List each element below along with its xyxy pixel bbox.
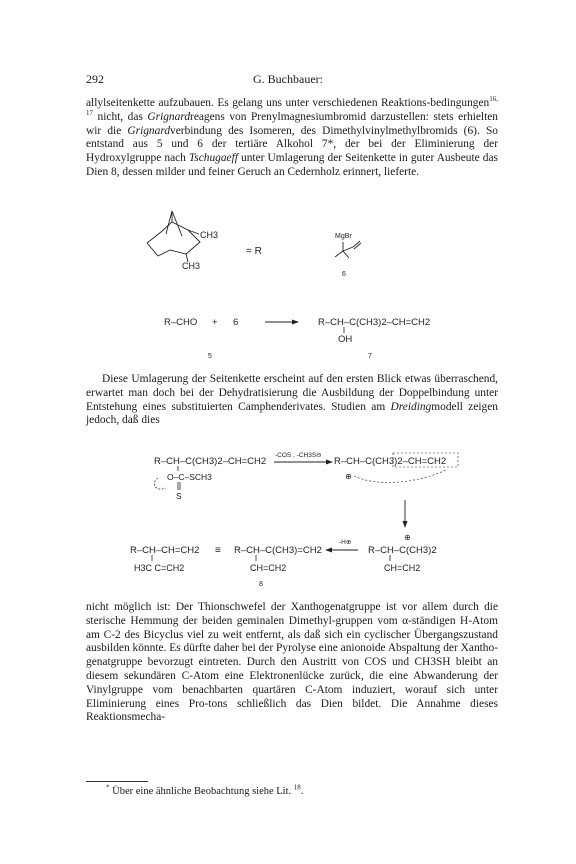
reaction-arrow-head (325, 548, 332, 553)
italic-term: Grignard (147, 110, 191, 123)
methyl-label-top: CH3 (200, 230, 219, 240)
methyl-label-bottom: CH3 (182, 261, 201, 271)
compound-number-8: 8 (259, 581, 263, 588)
migration-curve (354, 470, 446, 483)
rearranged-cation-substituent: CH=CH2 (384, 563, 421, 573)
reaction-arrow-head (292, 320, 299, 325)
footnote-text: Über eine ähnliche Beobachtung siehe Lit. (109, 786, 294, 797)
diene-middle-substituent: CH=CH2 (250, 563, 287, 573)
reactant-aldehyde: R–CHO (164, 317, 198, 328)
footnote (106, 783, 304, 797)
paragraph-discussion (86, 373, 498, 428)
sulfur-label: S (176, 491, 182, 501)
text-run: verbindung des Isomeren, des Dimethylvinylmethylbromids (6). So entstand aus 5 und 6 der tertiäre Alkohol 7*, der bei der Eliminierung der Hydroxylgruppe nach (86, 124, 498, 165)
equivalence-sign: ≡ (215, 545, 221, 556)
text-run: unter Umlagerung der Seitenkette in guter Ausbeute das Dien 8, dessen milder und feiner Geruch an Cedernholz erinnert, lieferte. (86, 152, 498, 178)
compound-number-5: 5 (208, 353, 212, 360)
plus-sign: + (212, 317, 218, 328)
diene-structure-left: R–CH–CH=CH2 (130, 545, 200, 556)
reference-marker: 16, 17 (86, 95, 498, 117)
reaction-arrow-head (403, 521, 408, 528)
positive-charge: ⊕ (404, 533, 411, 542)
footnote-marker: * (106, 783, 110, 792)
italic-term: Tschugaeff (188, 152, 238, 165)
deprotonation-arrow-label: -H⊕ (339, 539, 352, 546)
paragraph-mechanism: nicht möglich ist: Der Thionschwefel der Xanthogenatgruppe ist vor allem durch die sterische Hemmung der beiden geminalen Dimethyl-gruppen vom α-ständigen H-Atom am C-2 des Bicyclus viel zu weit entfernt, als daß sich ein cyclischer Übergangszustand ausbilden könnte. Es dürfte daher bei der Pyrolyse eine anionoide Abspaltung der Xantho-genatgruppe bevorzugt eintreten. Durch den Austritt von COS und CH3SH bleibt an diesem sekundären C-Atom eine Elektronenlücke zurück, die eine Abwanderung der Vinylgruppe vom benachbarten quartären C-Atom induziert, worauf sich unter Eliminierung eines Pro-tons schließlich das Dien bildet. Die Annahme dieses Reaktionsmecha- (86, 601, 498, 724)
carbocation-structure: R–CH–C(CH3)2–CH=CH2 (334, 456, 447, 467)
product-alcohol: R–CH–C(CH3)2–CH=CH2 (318, 317, 431, 328)
compound-number-7: 7 (368, 353, 372, 360)
text-run: Diese Umlagerung der Seitenkette erscheint auf den ersten Blick etwas überraschend, erwartet man doch bei der Dehydratisierung die Ausbildung der Doppelbindung unter Entstehung eines substituierten Camphenderivates. Studien am (86, 373, 498, 413)
diene-left-substituent: H3C C=CH2 (134, 563, 185, 573)
page-number: 292 (86, 72, 104, 86)
positive-charge: ⊕ (345, 472, 352, 481)
italic-term: Grignard (127, 124, 171, 137)
rearranged-cation-structure: R–CH–C(CH3)2 (368, 545, 437, 556)
grignard-skeleton-structure (335, 241, 361, 258)
running-head: G. Buchbauer: (253, 72, 323, 86)
electron-shift-curve (154, 478, 166, 489)
diene-structure-middle: R–CH–C(CH3)=CH2 (234, 545, 322, 556)
footnote-end: . (300, 786, 304, 797)
reaction-arrow-head (326, 460, 333, 465)
xanthate-structure: R–CH–C(CH3)2–CH=CH2 (154, 456, 267, 467)
compound-number-6: 6 (342, 271, 346, 278)
xanthate-substituent: O–C–SCH3 (167, 472, 212, 482)
text-run: modell zeigen jedoch, daß dies (86, 400, 498, 427)
reactant-number: 6 (233, 317, 239, 328)
elimination-arrow-label: -COS , -CH3S⊖ (275, 452, 322, 459)
equals-r-label: = R (246, 246, 262, 257)
footnote-rule (86, 781, 148, 782)
text-run: nicht, das (93, 110, 148, 123)
reference-marker: 18 (293, 783, 301, 792)
camphene-skeleton-structure (147, 211, 200, 262)
text-run: reagens von Prenylmagnesiumbromid darzustellen: stets erhielten wir die (86, 110, 498, 137)
mgbr-label: MgBr (335, 233, 352, 240)
text-run: allylseitenkette aufzubauen. Es gelang uns unter verschiedenen Reaktions-bedingungen (86, 97, 490, 109)
italic-term: Dreiding (390, 400, 432, 413)
hydroxyl-label: OH (338, 334, 353, 345)
